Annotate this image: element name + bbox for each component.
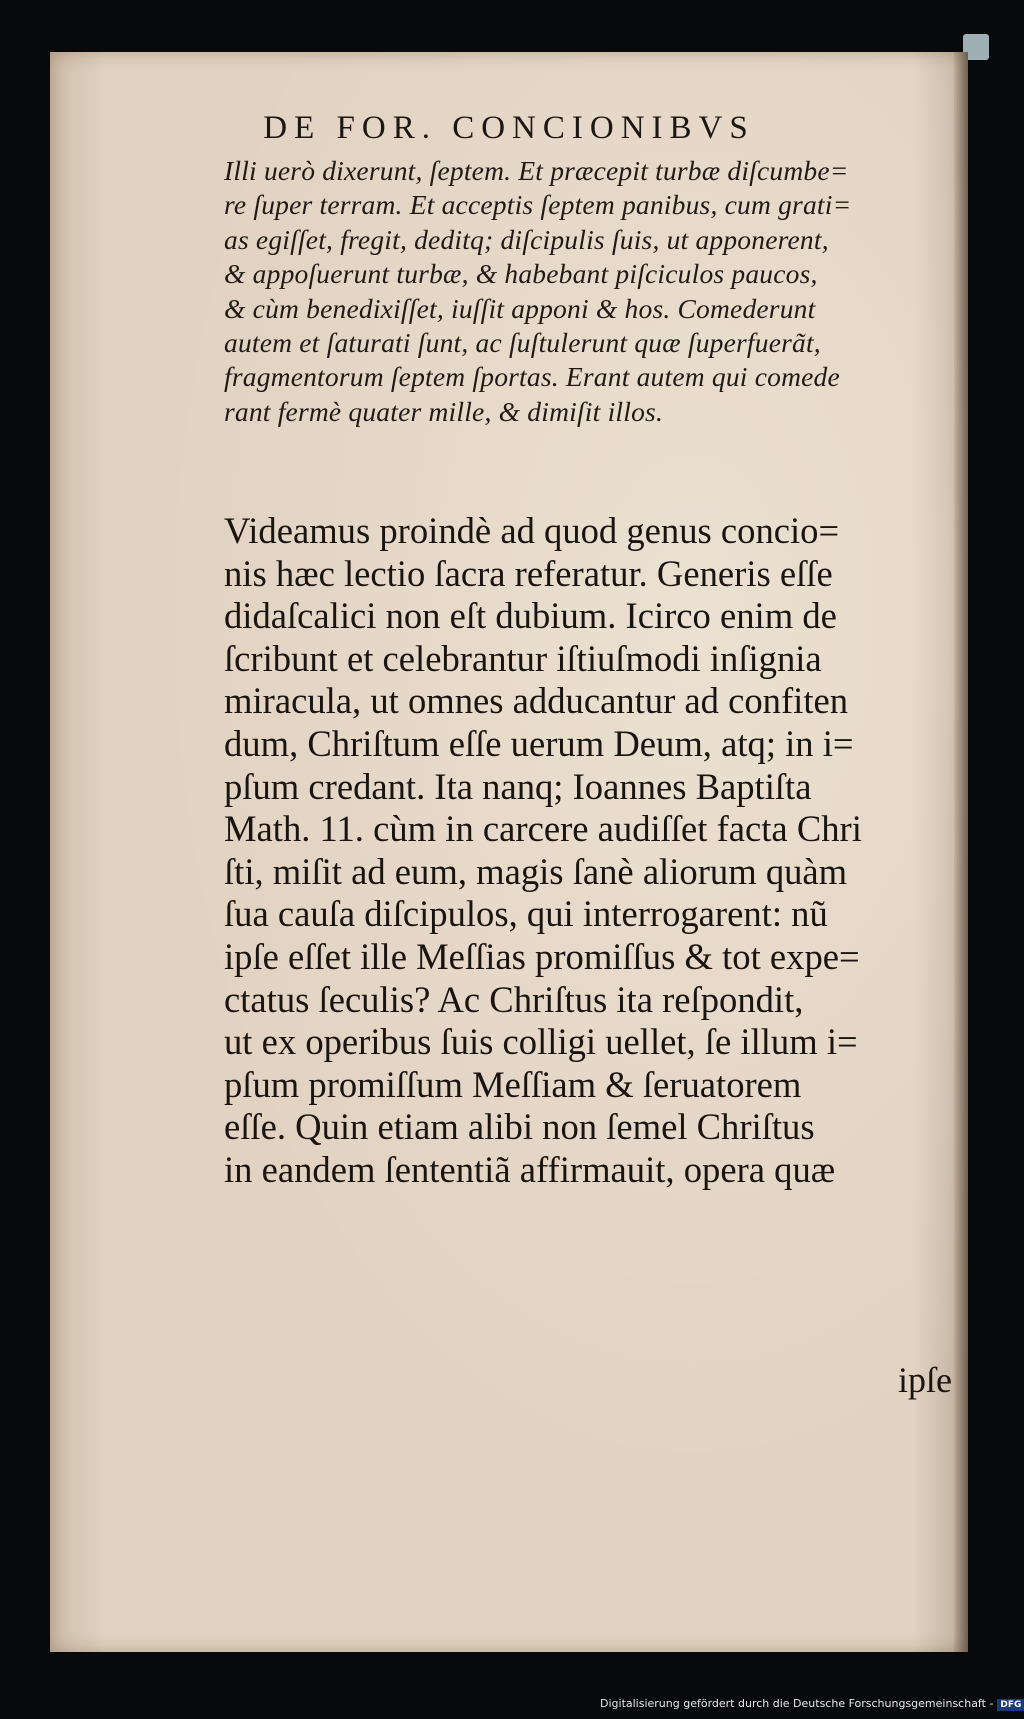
- text-line: ſcribunt et celebrantur iſtiuſmodi inſignia: [224, 637, 822, 679]
- text-line: eſſe. Quin etiam alibi non ſemel Chriſtus: [224, 1106, 815, 1148]
- text-line: pſum credant. Ita nanq; Ioannes Baptiſta: [224, 765, 812, 807]
- text-line: re ſuper terram. Et acceptis ſeptem panibus, cum grati=: [224, 189, 852, 221]
- commentary-body: [224, 510, 934, 1192]
- dfg-logo: DFG: [997, 1699, 1024, 1711]
- text-line: Math. 11. cùm in carcere audiſſet facta Chri: [224, 808, 862, 850]
- credit-text: Digitalisierung gefördert durch die Deutsche Forschungsgemeinschaft -: [600, 1697, 994, 1710]
- text-line: Illi uerò dixerunt, ſeptem. Et præcepit turbæ diſcumbe=: [224, 155, 849, 186]
- text-line: dum, Chriſtum eſſe uerum Deum, atq; in i=: [224, 722, 854, 764]
- text-line: & cùm benedixiſſet, iuſſit apponi & hos. Comederunt: [224, 292, 816, 324]
- text-line: rant fermè quater mille, & dimiſit illos.: [224, 395, 664, 427]
- catchword: ipſe: [898, 1360, 952, 1400]
- text-line: fragmentorum ſeptem ſportas. Erant autem qui comede: [224, 361, 840, 393]
- text-line: & appoſuerunt turbæ, & habebant piſciculos paucos,: [224, 258, 818, 290]
- book-page: [50, 52, 968, 1652]
- italic-scripture-passage: [224, 154, 934, 429]
- text-line: autem et ſaturati ſunt, ac ſuſtulerunt quæ ſuperfuerãt,: [224, 327, 821, 359]
- text-line: ctatus ſeculis? Ac Chriſtus ita reſpondit,: [224, 978, 804, 1020]
- text-line: didaſcalici non eſt dubium. Icirco enim de: [224, 595, 837, 637]
- text-line: nis hæc lectio ſacra referatur. Generis eſſe: [224, 552, 833, 594]
- text-line: ipſe eſſet ille Meſſias promiſſus & tot expe=: [224, 935, 860, 977]
- running-head: DE FOR. CONCIONIBVS: [263, 110, 755, 146]
- text-line: miracula, ut omnes adducantur ad confiten: [224, 680, 849, 722]
- text-line: pſum promiſſum Meſſiam & ſeruatorem: [224, 1063, 802, 1105]
- text-line: as egiſſet, fregit, deditq; diſcipulis ſuis, ut apponerent,: [224, 223, 829, 255]
- page-edge: [954, 52, 968, 1652]
- text-line: ſti, miſit ad eum, magis ſanè aliorum quàm: [224, 850, 848, 892]
- text-line: ſua cauſa diſcipulos, qui interrogarent: nũ: [224, 893, 828, 935]
- text-line: Videamus proindè ad quod genus concio=: [224, 510, 840, 551]
- digitization-credit: [600, 1697, 1024, 1711]
- text-line: ut ex operibus ſuis colligi uellet, ſe illum i=: [224, 1021, 858, 1063]
- text-line: in eandem ſententiã affirmauit, opera quæ: [224, 1148, 836, 1190]
